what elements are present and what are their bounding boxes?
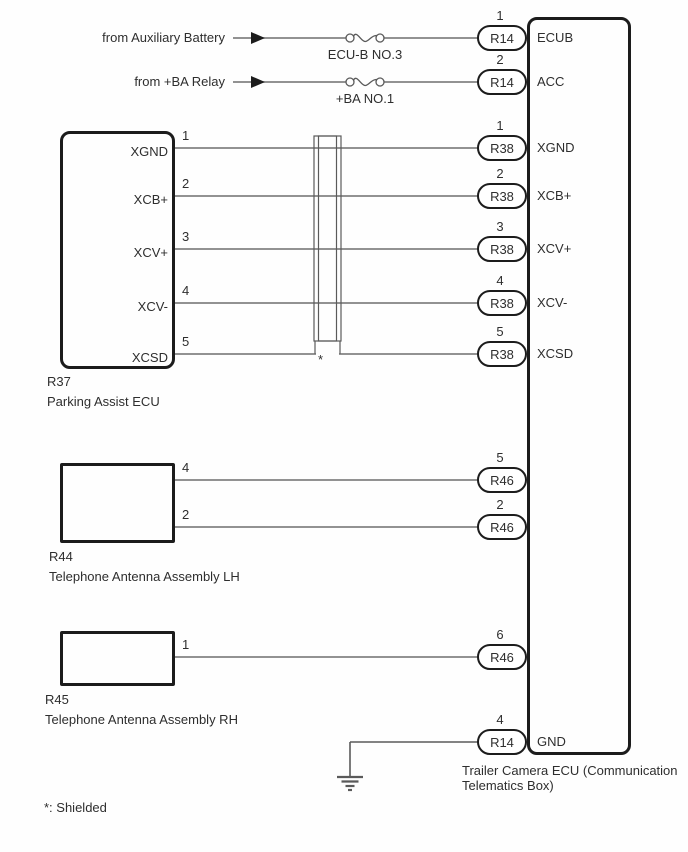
connector-oval-r38: R38 [477, 290, 527, 316]
pin-number: 1 [496, 118, 504, 133]
shield-asterisk: * [318, 352, 324, 367]
pin-number: 5 [496, 450, 504, 465]
ecu-signal-xcvm: XCV- [537, 295, 568, 310]
pin-number: 6 [496, 627, 504, 642]
pin-number: 4 [496, 712, 504, 727]
ecu-signal-gnd: GND [537, 734, 566, 749]
arrow-icon [251, 32, 265, 44]
source-label-ba-relay: from +BA Relay [134, 74, 225, 89]
pin-number: 2 [182, 507, 190, 522]
connector-oval-r46: R46 [477, 644, 527, 670]
r37-pin-label-xcvp: XCV+ [133, 245, 168, 260]
ecu-signal-ecub: ECUB [537, 30, 574, 45]
ecu-signal-acc: ACC [537, 74, 565, 89]
pin-number: 4 [496, 273, 504, 288]
ecu-signal-xgnd: XGND [537, 140, 575, 155]
fuse-label-ba: +BA NO.1 [335, 91, 395, 106]
pin-number: 5 [182, 334, 190, 349]
ground-symbol [337, 742, 478, 790]
connector-oval-r38: R38 [477, 236, 527, 262]
fuse-label-ecub: ECU-B NO.3 [327, 47, 403, 62]
ecu-signal-xcbp: XCB+ [537, 188, 572, 203]
component-code-r37: R37 [47, 374, 71, 389]
connector-oval-r46: R46 [477, 514, 527, 540]
pin-number: 3 [182, 229, 190, 244]
pin-number: 5 [496, 324, 504, 339]
ecu-name-line1: Trailer Camera ECU (Communication [462, 763, 678, 778]
component-code-r44: R44 [49, 549, 73, 564]
ecu-name-line2: Telematics Box) [462, 778, 554, 793]
antenna-lh-box [60, 463, 175, 543]
footnote-shielded: *: Shielded [44, 800, 107, 815]
connector-oval-r14: R14 [477, 729, 527, 755]
r37-pin-label-xgnd: XGND [130, 144, 168, 159]
connector-oval-r46: R46 [477, 467, 527, 493]
trailer-camera-ecu-box [527, 17, 631, 755]
antenna-rh-box [60, 631, 175, 686]
pin-number: 1 [182, 637, 190, 652]
pin-number: 4 [182, 283, 190, 298]
fuse-icon-ecub [346, 34, 384, 42]
pin-number: 3 [496, 219, 504, 234]
pin-number: 2 [182, 176, 190, 191]
pin-number: 1 [496, 8, 504, 23]
ecu-signal-xcvp: XCV+ [537, 241, 572, 256]
pin-number: 4 [182, 460, 190, 475]
connector-oval-r14: R14 [477, 25, 527, 51]
ecu-signal-xcsd: XCSD [537, 346, 574, 361]
source-label-auxiliary-battery: from Auxiliary Battery [102, 30, 225, 45]
pin-number: 2 [496, 52, 504, 67]
r37-pin-label-xcbp: XCB+ [133, 192, 168, 207]
wires-parking-assist [175, 148, 478, 354]
r37-pin-label-xcvm: XCV- [137, 299, 168, 314]
arrow-icon [251, 76, 265, 88]
component-code-r45: R45 [45, 692, 69, 707]
fuse-icon-ba [346, 78, 384, 86]
pin-number: 2 [496, 166, 504, 181]
shield-symbol [314, 136, 341, 354]
component-name-r45: Telephone Antenna Assembly RH [45, 712, 238, 727]
component-name-trailer-camera-ecu [462, 763, 682, 793]
component-name-r44: Telephone Antenna Assembly LH [49, 569, 240, 584]
wires-antenna-lh [175, 480, 478, 527]
connector-oval-r38: R38 [477, 135, 527, 161]
pin-number: 2 [496, 497, 504, 512]
r37-pin-label-xcsd: XCSD [131, 350, 168, 365]
connector-oval-r38: R38 [477, 183, 527, 209]
pin-number: 1 [182, 128, 190, 143]
component-name-r37: Parking Assist ECU [47, 394, 160, 409]
connector-oval-r38: R38 [477, 341, 527, 367]
connector-oval-r14: R14 [477, 69, 527, 95]
